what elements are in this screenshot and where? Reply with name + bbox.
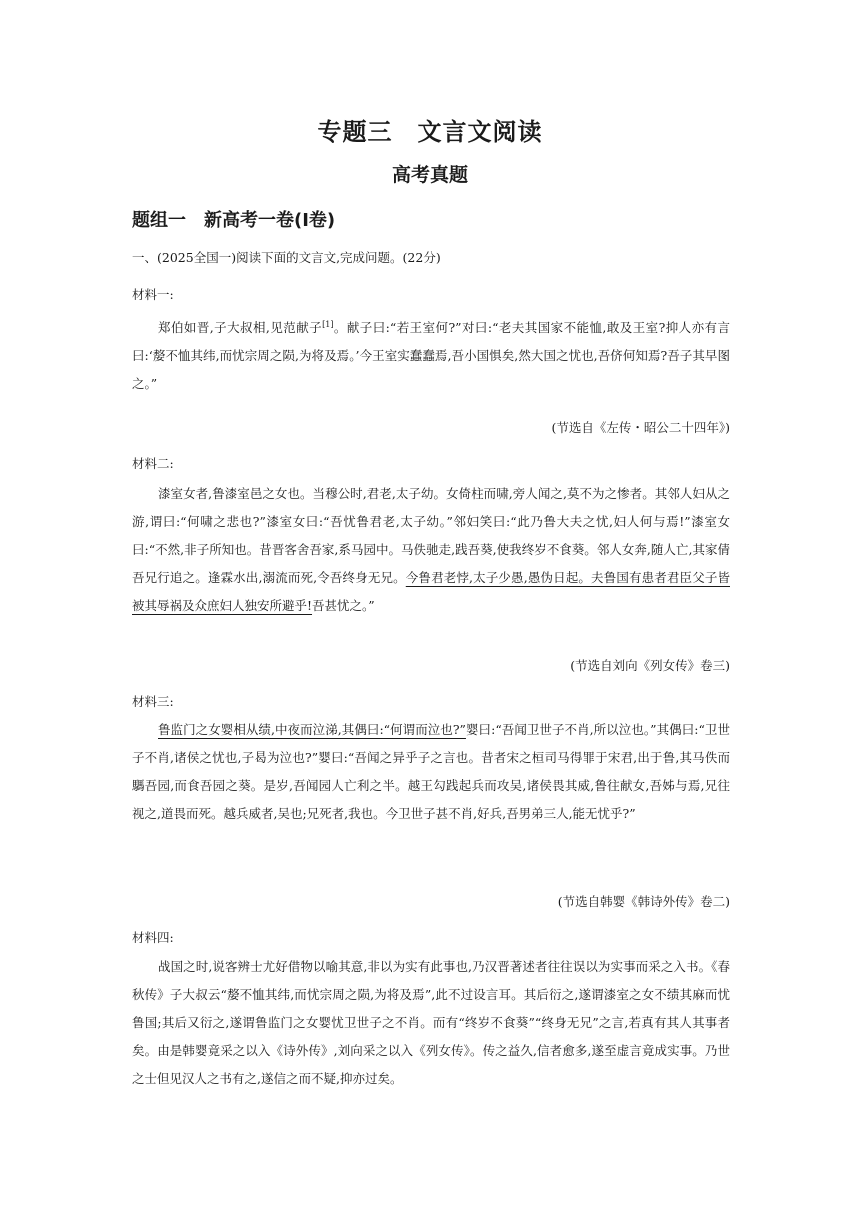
material-4-text: 战国之时,说客辨士尤好借物以喻其意,非以为实有此事也,乃汉晋著述者往往误以为实事而采之入书。《春秋传》子大叔云“嫠不恤其纬,而忧宗周之陨,为将及焉”,此不过设言耳。其后衍之,遂谓漆室之女不绩其麻而忧鲁国;其后又衍之,遂谓鲁监门之女婴忧卫世子之不肖。而有“终岁不食葵”“终身无兄”之言,若真有其人其事者矣。由是韩婴竟采之以入《诗外传》,刘向采之以入《列女传》。传之益久,信者愈多,遂至虚言竟成实事。乃世之士但见汉人之书有之,遂信之而不疑,抑亦过矣。 bbox=[132, 959, 730, 1086]
footnote-marker: [1] bbox=[322, 320, 334, 329]
material-1-label: 材料一: bbox=[132, 287, 174, 302]
material-3-text bbox=[132, 716, 730, 828]
material-1-text-part2: 。献子曰:“若王室何?”对曰:“老夫其国家不能恤,敢及王室?抑人亦有言曰:‘嫠不恤其纬,而忧宗周之陨,为将及焉。’今王室实蠢蠢焉,吾小国惧矣,然大国之忧也,吾侪何知焉?吾子其早图之。” bbox=[132, 320, 730, 392]
material-3-text-part2: 婴曰:“吾闻卫世子不肖,所以泣也。”其偶曰:“卫世子不肖,诸侯之忧也,子曷为泣也?”婴曰:“吾闻之异乎子之言也。昔者宋之桓司马得罪于宋君,出于鲁,其马佚而騳吾园,而食吾园之葵。是岁,吾闻园人亡利之半。越王勾践起兵而攻吴,诸侯畏其威,鲁往献女,吾姊与焉,兄往视之,道畏而死。越兵威者,吴也;兄死者,我也。今卫世子甚不肖,好兵,吾男弟三人,能无忧乎?” bbox=[132, 722, 730, 821]
material-2-source: (节选自刘向《列女传》卷三) bbox=[570, 658, 730, 673]
material-2-underlined-sentence: 今鲁君老悖,太子少愚,愚伪日起。夫鲁国有患者君臣父子皆被其辱祸及众庶妇人独安所避乎! bbox=[132, 570, 730, 613]
group-heading: 题组一 新高考一卷(Ⅰ卷) bbox=[132, 210, 336, 231]
material-2-label: 材料二: bbox=[132, 456, 174, 471]
material-3-label: 材料三: bbox=[132, 694, 174, 709]
material-1-text bbox=[132, 311, 730, 398]
material-1-text-part1: 郑伯如晋,子大叔相,见范献子 bbox=[158, 320, 323, 336]
material-1-source: (节选自《左传・昭公二十四年》) bbox=[551, 420, 730, 435]
material-4-label: 材料四: bbox=[132, 930, 174, 945]
material-2-text-part1: 漆室女者,鲁漆室邑之女也。当穆公时,君老,太子幼。女倚柱而啸,旁人闻之,莫不为之惨者。其邻人妇从之游,谓曰:“何啸之悲也?”漆室女曰:“吾忧鲁君老,太子幼。”邻妇笑曰:“此乃鲁大夫之忧,妇人何与焉!”漆室女曰:“不然,非子所知也。昔晋客舍吾家,系马园中。马佚驰走,践吾葵,使我终岁不食葵。邻人女奔,随人亡,其家倩吾兄行追之。逢霖水出,溺流而死,令吾终身无兄。 bbox=[132, 486, 730, 585]
question-intro: 一、(2025全国一)阅读下面的文言文,完成问题。(22分) bbox=[132, 250, 441, 265]
page-subtitle: 高考真题 bbox=[391, 164, 468, 186]
page-title: 专题三 文言文阅读 bbox=[317, 118, 543, 146]
material-2-text bbox=[132, 480, 730, 620]
material-3-underlined-sentence: 鲁监门之女婴相从绩,中夜而泣涕,其偶曰:“何谓而泣也?” bbox=[158, 722, 466, 737]
material-2-text-part3: 吾甚忧之。” bbox=[312, 598, 375, 613]
material-3-source: (节选自韩婴《韩诗外传》卷二) bbox=[557, 894, 730, 909]
